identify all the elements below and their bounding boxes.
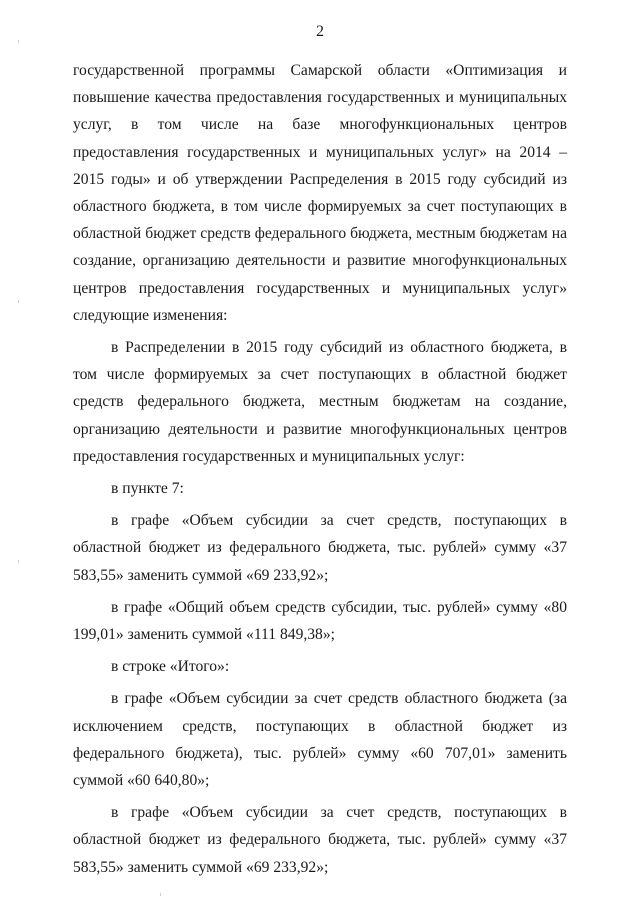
paragraph-total-subsidy-item-7: в графе «Общий объем средств субсидии, тыс. рублей» сумму «80 199,01» заменить суммой «111 849,38»; bbox=[73, 598, 567, 644]
document-body bbox=[73, 57, 567, 881]
paragraph-program-title: государственной программы Самарской области «Оптимизация и повышение качества предоставления государственных и муниципальных услуг, в том числе на базе многофункциональных центров предоставления государственных и муниципальных услуг» на 2014 – 2015 годы» и об утверждении Распределения в 2015 году субсидий из областного бюджета, в том числе формируемых за счет поступающих в областной бюджет средств федерального бюджета, местным бюджетам на создание, организацию деятельности и развитие многофункциональных центров предоставления государственных и муниципальных услуг» следующие изменения: bbox=[73, 62, 567, 324]
paragraph-total-row: в строке «Итого»: bbox=[111, 658, 230, 676]
paragraph-federal-subsidy-item-7: в графе «Объем субсидии за счет средств, поступающих в областной бюджет из федерального бюджета, тыс. рублей» сумму «37 583,55» заменить суммой «69 233,92»; bbox=[73, 512, 567, 584]
page-number: 2 bbox=[316, 23, 324, 40]
scan-mark bbox=[160, 893, 161, 896]
scan-mark bbox=[18, 300, 19, 303]
paragraph-regional-subsidy-total: в графе «Объем субсидии за счет средств областного бюджета (за исключением средств, поступающих в областной бюджет из федерального бюджета), тыс. рублей» сумму «60 707,01» заменить суммой «60 640,80»; bbox=[73, 690, 567, 790]
paragraph-federal-subsidy-total: в графе «Объем субсидии за счет средств, поступающих в областной бюджет из федерального бюджета, тыс. рублей» сумму «37 583,55» заменить суммой «69 233,92»; bbox=[73, 804, 567, 876]
scan-mark bbox=[18, 560, 19, 563]
paragraph-item-7: в пункте 7: bbox=[111, 480, 184, 498]
paragraph-distribution: в Распределении в 2015 году субсидий из областного бюджета, в том числе формируемых за счет поступающих в областной бюджет средств федерального бюджета, местным бюджетам на создание, организацию деятельности и развитие многофункциональных центров предоставления государственных и муниципальных услуг: bbox=[73, 339, 567, 465]
scan-mark bbox=[18, 40, 19, 43]
